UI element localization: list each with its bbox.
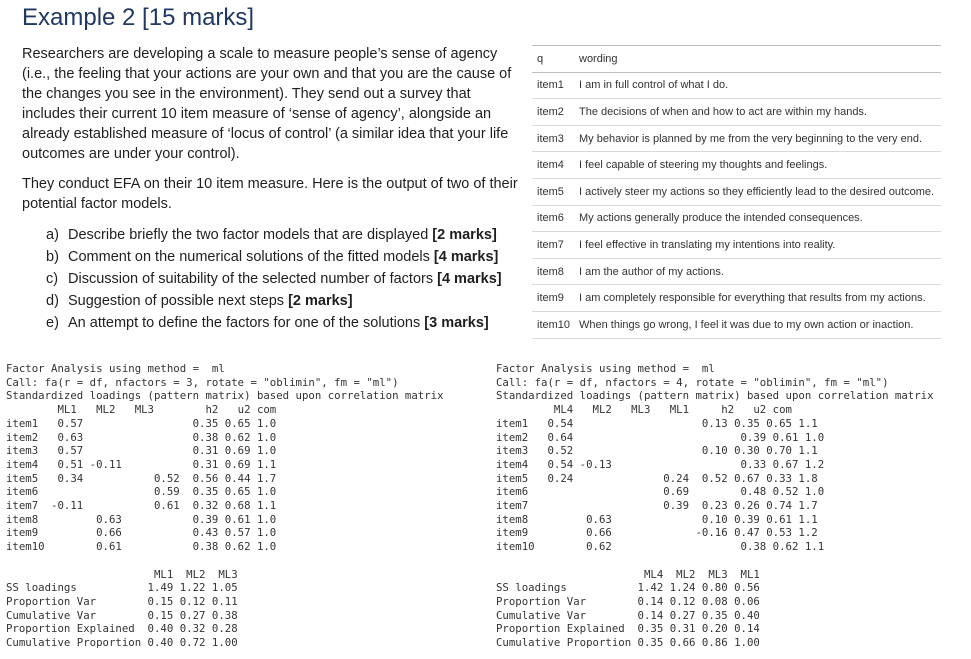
question-text: Discussion of suitability of the selected number of factors xyxy=(68,271,438,287)
item-id: item7 xyxy=(532,232,574,259)
page-title: Example 2 [15 marks] xyxy=(22,4,255,31)
question-letter: a) xyxy=(46,227,59,243)
item-id: item3 xyxy=(532,125,574,152)
question-marks: [4 marks] xyxy=(437,271,502,287)
question-text: An attempt to define the factors for one of the solutions xyxy=(68,315,425,331)
table-header-row xyxy=(532,46,941,73)
item-wording: I am the author of my actions. xyxy=(574,258,941,285)
table-row xyxy=(532,152,941,179)
item-wording: I feel effective in translating my intentions into reality. xyxy=(574,232,941,259)
question-marks: [4 marks] xyxy=(433,249,499,265)
item-wording: My actions generally produce the intended consequences. xyxy=(574,205,941,232)
question-text: Suggestion of possible next steps xyxy=(68,293,289,309)
item-wording: I actively steer my actions so they efficiently lead to the desired outcome. xyxy=(574,178,941,205)
question-list xyxy=(46,224,502,334)
question-item xyxy=(46,224,502,246)
question-item xyxy=(46,312,502,334)
factor-analysis-output-4-factors: Factor Analysis using method = ml Call: fa(r = df, nfactors = 4, rotate = "oblimin", fm = "ml") Standardized loadings (pattern matrix) based upon correlation matrix ML4 ML2 ML3 ML1 h2 u2 com item1 0.54 0.13 0.35 0.65 1.1 item2 0.64 0.39 0.61 1.0 item3 0.52 0.10 0.30 0.70 1.1 item4 0.54 -0.13 0.33 0.67 1.2 item5 0.24 0.24 0.52 0.67 0.33 1.8 item6 0.69 0.48 0.52 1.0 item7 0.39 0.23 0.26 0.74 1.7 item8 0.63 0.10 0.39 0.61 1.1 item9 0.66 -0.16 0.47 0.53 1.2 item10 0.62 0.38 0.62 1.1 ML4 ML2 ML3 ML1 SS loadings 1.42 1.24 0.80 0.56 Proportion Var 0.14 0.12 0.08 0.06 Cumulative Var 0.14 0.27 0.35 0.40 Proportion Explained 0.35 0.31 0.20 0.14 Cumulative Proportion 0.35 0.66 0.86 1.00 xyxy=(496,362,934,650)
table-row xyxy=(532,72,941,99)
item-wording: The decisions of when and how to act are within my hands. xyxy=(574,99,941,126)
table-row xyxy=(532,258,941,285)
table-row xyxy=(532,99,941,126)
table-row xyxy=(532,178,941,205)
factor-analysis-output-3-factors: Factor Analysis using method = ml Call: fa(r = df, nfactors = 3, rotate = "oblimin", fm = "ml") Standardized loadings (pattern matrix) based upon correlation matrix ML1 ML2 ML3 h2 u2 com item1 0.57 0.35 0.65 1.0 item2 0.63 0.38 0.62 1.0 item3 0.57 0.31 0.69 1.0 item4 0.51 -0.11 0.31 0.69 1.1 item5 0.34 0.52 0.56 0.44 1.7 item6 0.59 0.35 0.65 1.0 item7 -0.11 0.61 0.32 0.68 1.1 item8 0.63 0.39 0.61 1.0 item9 0.66 0.43 0.57 1.0 item10 0.61 0.38 0.62 1.0 ML1 ML2 ML3 SS loadings 1.49 1.22 1.05 Proportion Var 0.15 0.12 0.11 Cumulative Var 0.15 0.27 0.38 Proportion Explained 0.40 0.32 0.28 Cumulative Proportion 0.40 0.72 1.00 xyxy=(6,362,444,650)
question-marks: [2 marks] xyxy=(288,293,353,309)
item-wording: My behavior is planned by me from the very beginning to the very end. xyxy=(574,125,941,152)
item-wording: I am in full control of what I do. xyxy=(574,72,941,99)
item-wording: I feel capable of steering my thoughts and feelings. xyxy=(574,152,941,179)
question-letter: b) xyxy=(46,249,59,265)
table-row xyxy=(532,311,941,338)
question-marks: [3 marks] xyxy=(424,315,489,331)
question-letter: d) xyxy=(46,293,59,309)
table-row xyxy=(532,285,941,312)
item-id: item5 xyxy=(532,178,574,205)
question-letter: c) xyxy=(46,271,59,287)
table-row xyxy=(532,125,941,152)
item-id: item8 xyxy=(532,258,574,285)
question-marks: [2 marks] xyxy=(432,227,497,243)
table-row xyxy=(532,205,941,232)
item-id: item1 xyxy=(532,72,574,99)
item-wording: When things go wrong, I feel it was due to my own action or inaction. xyxy=(574,311,941,338)
question-item xyxy=(46,268,502,290)
table-row xyxy=(532,232,941,259)
item-wording-table xyxy=(532,45,941,339)
item-id: item9 xyxy=(532,285,574,312)
column-header-q: q xyxy=(532,46,574,73)
question-text: Comment on the numerical solutions of the fitted models xyxy=(68,249,434,265)
question-item xyxy=(46,290,502,312)
efa-paragraph: They conduct EFA on their 10 item measure. Here is the output of two of their potential factor models. xyxy=(22,176,518,212)
column-header-wording: wording xyxy=(574,46,941,73)
question-item xyxy=(46,246,502,268)
item-wording: I am completely responsible for everything that results from my actions. xyxy=(574,285,941,312)
item-id: item4 xyxy=(532,152,574,179)
intro-paragraph: Researchers are developing a scale to measure people’s sense of agency (i.e., the feeling that your actions are your own and that you are the cause of the changes you see in the environment). They send out a survey that includes their current 10 item measure of ‘sense of agency’, alongside an already established measure of ‘locus of control’ (a similar idea that your life outcomes are under your control). xyxy=(22,46,512,162)
item-id: item10 xyxy=(532,311,574,338)
item-id: item6 xyxy=(532,205,574,232)
question-letter: e) xyxy=(46,315,59,331)
item-id: item2 xyxy=(532,99,574,126)
question-text: Describe briefly the two factor models that are displayed xyxy=(68,227,433,243)
